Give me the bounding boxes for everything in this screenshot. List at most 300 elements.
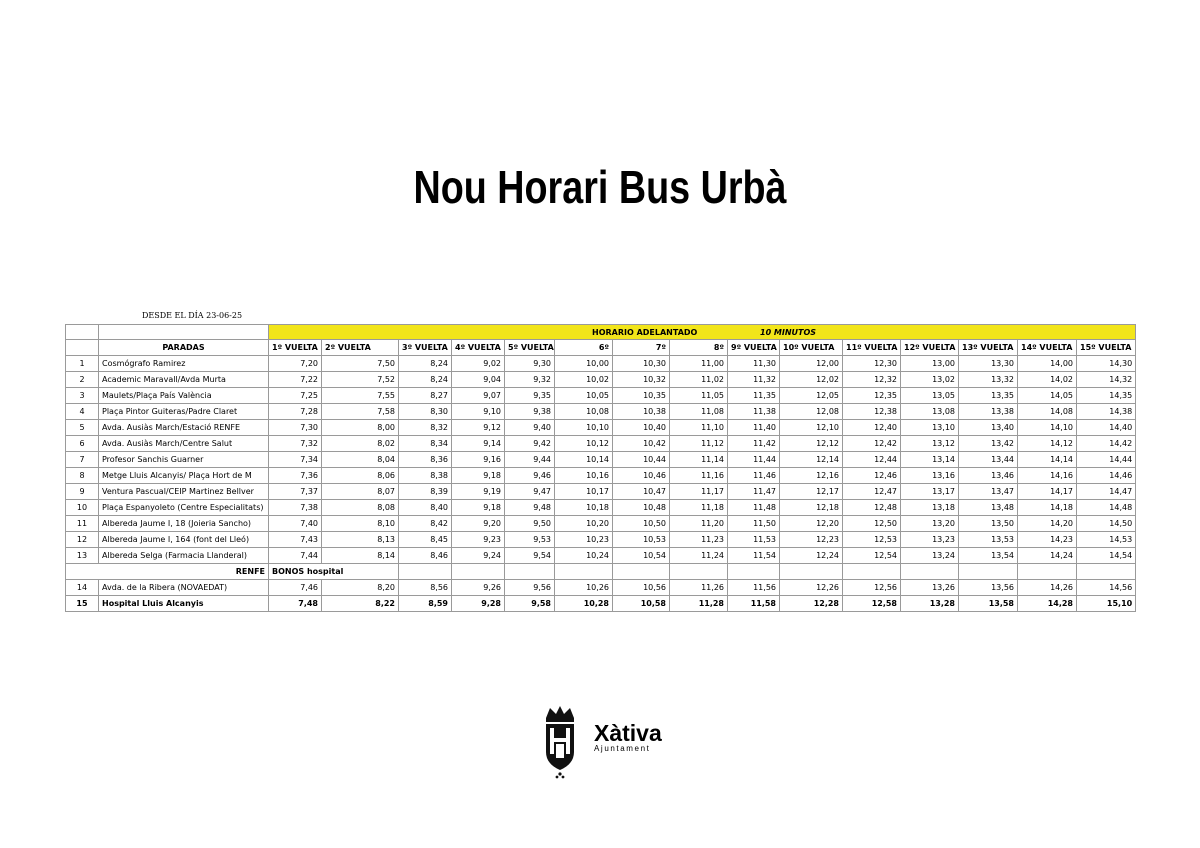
departure-time: 8,07 — [322, 484, 399, 500]
departure-time: 10,47 — [613, 484, 670, 500]
departure-time: 12,26 — [780, 580, 843, 596]
departure-time: 12,46 — [843, 468, 901, 484]
departure-time: 15,10 — [1077, 596, 1136, 612]
departure-time: 12,12 — [780, 436, 843, 452]
departure-time: 10,58 — [613, 596, 670, 612]
departure-time: 10,38 — [613, 404, 670, 420]
departure-time: 10,56 — [613, 580, 670, 596]
departure-time: 10,08 — [555, 404, 613, 420]
departure-time: 10,35 — [613, 388, 670, 404]
departure-time: 14,54 — [1077, 548, 1136, 564]
stop-number: 14 — [66, 580, 99, 596]
departure-time: 9,02 — [452, 356, 505, 372]
departure-time: 7,50 — [322, 356, 399, 372]
stop-name: Profesor Sanchis Guarner — [99, 452, 269, 468]
band-empty-num — [66, 325, 99, 340]
departure-time: 12,47 — [843, 484, 901, 500]
departure-time: 8,40 — [399, 500, 452, 516]
departure-time: 14,32 — [1077, 372, 1136, 388]
departure-time: 7,25 — [269, 388, 322, 404]
departure-time: 9,26 — [452, 580, 505, 596]
departure-time: 12,44 — [843, 452, 901, 468]
departure-time: 9,56 — [505, 580, 555, 596]
departure-time: 12,48 — [843, 500, 901, 516]
departure-time: 7,34 — [269, 452, 322, 468]
departure-time: 12,50 — [843, 516, 901, 532]
departure-time: 12,24 — [780, 548, 843, 564]
stop-number: 1 — [66, 356, 99, 372]
departure-time: 8,56 — [399, 580, 452, 596]
departure-time: 12,10 — [780, 420, 843, 436]
empty-cell — [843, 564, 901, 580]
stop-number: 5 — [66, 420, 99, 436]
departure-time: 14,42 — [1077, 436, 1136, 452]
departure-time: 9,23 — [452, 532, 505, 548]
stop-name: Avda. Ausiàs March/Centre Salut — [99, 436, 269, 452]
departure-time: 10,18 — [555, 500, 613, 516]
table-row — [66, 452, 1136, 468]
departure-time: 14,53 — [1077, 532, 1136, 548]
departure-time: 13,46 — [959, 468, 1018, 484]
departure-time: 10,20 — [555, 516, 613, 532]
departure-time: 11,18 — [670, 500, 728, 516]
stop-number: 3 — [66, 388, 99, 404]
departure-time: 9,53 — [505, 532, 555, 548]
empty-cell — [1018, 564, 1077, 580]
stop-name: Albereda Selga (Farmacia Llanderal) — [99, 548, 269, 564]
departure-time: 8,39 — [399, 484, 452, 500]
departure-time: 13,35 — [959, 388, 1018, 404]
departure-time: 10,12 — [555, 436, 613, 452]
departure-time: 13,50 — [959, 516, 1018, 532]
departure-time: 9,16 — [452, 452, 505, 468]
departure-time: 11,30 — [728, 356, 780, 372]
departure-time: 10,30 — [613, 356, 670, 372]
departure-time: 10,23 — [555, 532, 613, 548]
departure-time: 11,16 — [670, 468, 728, 484]
departure-time: 14,02 — [1018, 372, 1077, 388]
departure-time: 11,56 — [728, 580, 780, 596]
empty-cell — [555, 564, 613, 580]
departure-time: 11,02 — [670, 372, 728, 388]
stop-name: Academic Maravall/Avda Murta — [99, 372, 269, 388]
departure-time: 14,40 — [1077, 420, 1136, 436]
departure-time: 8,20 — [322, 580, 399, 596]
table-row — [66, 436, 1136, 452]
departure-time: 10,24 — [555, 548, 613, 564]
band-empty-stop — [99, 325, 269, 340]
departure-time: 10,44 — [613, 452, 670, 468]
departure-time: 9,46 — [505, 468, 555, 484]
departure-time: 11,35 — [728, 388, 780, 404]
departure-time: 14,20 — [1018, 516, 1077, 532]
stop-number: 6 — [66, 436, 99, 452]
departure-time: 7,40 — [269, 516, 322, 532]
departure-time: 12,32 — [843, 372, 901, 388]
renfe-row — [66, 564, 1136, 580]
header-trip-1: 1º VUELTA — [269, 340, 322, 356]
departure-time: 9,38 — [505, 404, 555, 420]
departure-time: 12,38 — [843, 404, 901, 420]
departure-time: 11,00 — [670, 356, 728, 372]
stop-name: Plaça Pintor Guiteras/Padre Claret — [99, 404, 269, 420]
departure-time: 12,40 — [843, 420, 901, 436]
departure-time: 14,24 — [1018, 548, 1077, 564]
departure-time: 7,20 — [269, 356, 322, 372]
departure-time: 9,50 — [505, 516, 555, 532]
departure-time: 10,48 — [613, 500, 670, 516]
stop-number: 13 — [66, 548, 99, 564]
departure-time: 8,13 — [322, 532, 399, 548]
departure-time: 14,08 — [1018, 404, 1077, 420]
departure-time: 12,28 — [780, 596, 843, 612]
departure-time: 14,28 — [1018, 596, 1077, 612]
stop-name: Cosmógrafo Ramirez — [99, 356, 269, 372]
header-trip-11: 11º VUELTA — [843, 340, 901, 356]
departure-time: 9,10 — [452, 404, 505, 420]
table-row — [66, 468, 1136, 484]
departure-time: 10,42 — [613, 436, 670, 452]
stop-number: 2 — [66, 372, 99, 388]
header-trip-15: 15º VUELTA — [1077, 340, 1136, 356]
stop-number: 10 — [66, 500, 99, 516]
departure-time: 12,58 — [843, 596, 901, 612]
header-trip-6: 6º — [555, 340, 613, 356]
departure-time: 10,00 — [555, 356, 613, 372]
stop-number: 15 — [66, 596, 99, 612]
departure-time: 12,42 — [843, 436, 901, 452]
departure-time: 12,08 — [780, 404, 843, 420]
departure-time: 12,23 — [780, 532, 843, 548]
departure-time: 14,48 — [1077, 500, 1136, 516]
departure-time: 8,04 — [322, 452, 399, 468]
header-trip-12: 12º VUELTA — [901, 340, 959, 356]
table-row — [66, 596, 1136, 612]
departure-time: 7,32 — [269, 436, 322, 452]
departure-time: 8,30 — [399, 404, 452, 420]
departure-time: 11,12 — [670, 436, 728, 452]
departure-time: 13,54 — [959, 548, 1018, 564]
empty-cell — [399, 564, 452, 580]
header-trip-3: 3º VUELTA — [399, 340, 452, 356]
stop-name: Plaça Espanyoleto (Centre Especialitats) — [99, 500, 269, 516]
departure-time: 14,18 — [1018, 500, 1077, 516]
departure-time: 11,20 — [670, 516, 728, 532]
stop-number: 8 — [66, 468, 99, 484]
departure-time: 13,08 — [901, 404, 959, 420]
departure-time: 11,38 — [728, 404, 780, 420]
departure-time: 8,27 — [399, 388, 452, 404]
departure-time: 13,53 — [959, 532, 1018, 548]
table-row — [66, 356, 1136, 372]
departure-time: 9,58 — [505, 596, 555, 612]
departure-time: 9,48 — [505, 500, 555, 516]
departure-time: 10,53 — [613, 532, 670, 548]
departure-time: 12,05 — [780, 388, 843, 404]
departure-time: 7,44 — [269, 548, 322, 564]
empty-cell — [728, 564, 780, 580]
departure-time: 14,05 — [1018, 388, 1077, 404]
empty-cell — [670, 564, 728, 580]
band-minutes: 10 MINUTOS — [760, 328, 817, 337]
departure-time: 14,30 — [1077, 356, 1136, 372]
departure-time: 14,12 — [1018, 436, 1077, 452]
departure-time: 13,10 — [901, 420, 959, 436]
departure-time: 10,14 — [555, 452, 613, 468]
departure-time: 12,35 — [843, 388, 901, 404]
departure-time: 14,50 — [1077, 516, 1136, 532]
schedule-table — [65, 324, 1136, 612]
departure-time: 8,36 — [399, 452, 452, 468]
renfe-note: BONOS hospital — [269, 564, 399, 580]
departure-time: 14,00 — [1018, 356, 1077, 372]
stop-name: Avda. de la Ribera (NOVAEDAT) — [99, 580, 269, 596]
departure-time: 13,26 — [901, 580, 959, 596]
departure-time: 11,53 — [728, 532, 780, 548]
stop-number: 4 — [66, 404, 99, 420]
departure-time: 13,47 — [959, 484, 1018, 500]
departure-time: 14,14 — [1018, 452, 1077, 468]
departure-time: 14,44 — [1077, 452, 1136, 468]
departure-time: 13,42 — [959, 436, 1018, 452]
empty-cell — [959, 564, 1018, 580]
departure-time: 7,43 — [269, 532, 322, 548]
departure-time: 12,16 — [780, 468, 843, 484]
departure-time: 13,12 — [901, 436, 959, 452]
table-row — [66, 388, 1136, 404]
departure-time: 7,28 — [269, 404, 322, 420]
header-trip-14: 14º VUELTA — [1018, 340, 1077, 356]
departure-time: 13,23 — [901, 532, 959, 548]
departure-time: 14,46 — [1077, 468, 1136, 484]
departure-time: 9,54 — [505, 548, 555, 564]
header-trip-9: 9º VUELTA — [728, 340, 780, 356]
departure-time: 11,44 — [728, 452, 780, 468]
departure-time: 14,23 — [1018, 532, 1077, 548]
departure-time: 11,23 — [670, 532, 728, 548]
departure-time: 10,16 — [555, 468, 613, 484]
departure-time: 9,20 — [452, 516, 505, 532]
departure-time: 11,05 — [670, 388, 728, 404]
renfe-stop-label: RENFE — [66, 564, 269, 580]
departure-time: 12,30 — [843, 356, 901, 372]
departure-time: 7,22 — [269, 372, 322, 388]
effective-date: DESDE EL DÍA 23-06-25 — [142, 311, 243, 320]
departure-time: 13,16 — [901, 468, 959, 484]
empty-cell — [452, 564, 505, 580]
stop-number: 7 — [66, 452, 99, 468]
departure-time: 10,54 — [613, 548, 670, 564]
departure-time: 9,07 — [452, 388, 505, 404]
departure-time: 13,24 — [901, 548, 959, 564]
departure-time: 13,32 — [959, 372, 1018, 388]
departure-time: 8,00 — [322, 420, 399, 436]
page-title: Nou Horari Bus Urbà — [413, 161, 787, 213]
departure-time: 14,35 — [1077, 388, 1136, 404]
departure-time: 13,14 — [901, 452, 959, 468]
departure-time: 8,14 — [322, 548, 399, 564]
departure-time: 12,02 — [780, 372, 843, 388]
departure-time: 9,30 — [505, 356, 555, 372]
departure-time: 11,50 — [728, 516, 780, 532]
departure-time: 12,20 — [780, 516, 843, 532]
departure-time: 9,18 — [452, 468, 505, 484]
departure-time: 12,00 — [780, 356, 843, 372]
departure-time: 10,28 — [555, 596, 613, 612]
departure-time: 11,28 — [670, 596, 728, 612]
departure-time: 9,04 — [452, 372, 505, 388]
departure-time: 9,47 — [505, 484, 555, 500]
departure-time: 13,40 — [959, 420, 1018, 436]
departure-time: 11,46 — [728, 468, 780, 484]
stop-number: 12 — [66, 532, 99, 548]
empty-cell — [1077, 564, 1136, 580]
departure-time: 7,37 — [269, 484, 322, 500]
departure-time: 7,36 — [269, 468, 322, 484]
departure-time: 9,12 — [452, 420, 505, 436]
departure-time: 7,52 — [322, 372, 399, 388]
departure-time: 9,24 — [452, 548, 505, 564]
departure-time: 13,20 — [901, 516, 959, 532]
stop-name: Metge Lluis Alcanyis/ Plaça Hort de M — [99, 468, 269, 484]
stop-name: Albereda Jaume I, 18 (Joieria Sancho) — [99, 516, 269, 532]
stop-name: Hospital Lluis Alcanyis — [99, 596, 269, 612]
departure-time: 12,54 — [843, 548, 901, 564]
departure-time: 11,24 — [670, 548, 728, 564]
table-row — [66, 484, 1136, 500]
departure-time: 11,17 — [670, 484, 728, 500]
departure-time: 10,02 — [555, 372, 613, 388]
header-trip-2: 2º VUELTA — [322, 340, 399, 356]
stop-number: 9 — [66, 484, 99, 500]
departure-time: 11,58 — [728, 596, 780, 612]
stop-name: Ventura Pascual/CEIP Martinez Bellver — [99, 484, 269, 500]
departure-time: 10,40 — [613, 420, 670, 436]
departure-time: 12,17 — [780, 484, 843, 500]
table-row — [66, 548, 1136, 564]
table-row — [66, 404, 1136, 420]
departure-time: 8,59 — [399, 596, 452, 612]
header-trip-8: 8º — [670, 340, 728, 356]
table-row — [66, 372, 1136, 388]
departure-time: 11,47 — [728, 484, 780, 500]
empty-cell — [505, 564, 555, 580]
departure-time: 7,58 — [322, 404, 399, 420]
departure-time: 10,50 — [613, 516, 670, 532]
departure-time: 11,08 — [670, 404, 728, 420]
departure-time: 8,42 — [399, 516, 452, 532]
departure-time: 9,35 — [505, 388, 555, 404]
departure-time: 13,56 — [959, 580, 1018, 596]
departure-time: 12,56 — [843, 580, 901, 596]
departure-time: 14,26 — [1018, 580, 1077, 596]
departure-time: 13,48 — [959, 500, 1018, 516]
stop-name: Maulets/Plaça País València — [99, 388, 269, 404]
departure-time: 9,40 — [505, 420, 555, 436]
departure-time: 8,24 — [399, 356, 452, 372]
header-trip-13: 13º VUELTA — [959, 340, 1018, 356]
departure-time: 10,17 — [555, 484, 613, 500]
departure-time: 10,26 — [555, 580, 613, 596]
departure-time: 11,26 — [670, 580, 728, 596]
departure-time: 12,18 — [780, 500, 843, 516]
departure-time: 13,02 — [901, 372, 959, 388]
departure-time: 9,19 — [452, 484, 505, 500]
departure-time: 11,14 — [670, 452, 728, 468]
departure-time: 10,10 — [555, 420, 613, 436]
departure-time: 13,00 — [901, 356, 959, 372]
header-trip-7: 7º — [613, 340, 670, 356]
departure-time: 8,08 — [322, 500, 399, 516]
departure-time: 13,30 — [959, 356, 1018, 372]
departure-time: 8,22 — [322, 596, 399, 612]
departure-time: 14,10 — [1018, 420, 1077, 436]
departure-time: 9,32 — [505, 372, 555, 388]
departure-time: 7,48 — [269, 596, 322, 612]
empty-cell — [780, 564, 843, 580]
departure-time: 8,45 — [399, 532, 452, 548]
departure-time: 14,17 — [1018, 484, 1077, 500]
table-row — [66, 580, 1136, 596]
header-stops: PARADAS — [99, 340, 269, 356]
departure-time: 7,38 — [269, 500, 322, 516]
stop-name: Albereda Jaume I, 164 (font del Lleó) — [99, 532, 269, 548]
departure-time: 8,46 — [399, 548, 452, 564]
departure-time: 13,05 — [901, 388, 959, 404]
departure-time: 14,56 — [1077, 580, 1136, 596]
departure-time: 9,18 — [452, 500, 505, 516]
departure-time: 10,46 — [613, 468, 670, 484]
table-row — [66, 420, 1136, 436]
departure-time: 11,54 — [728, 548, 780, 564]
table-row — [66, 532, 1136, 548]
departure-time: 8,06 — [322, 468, 399, 484]
departure-time: 7,55 — [322, 388, 399, 404]
departure-time: 14,16 — [1018, 468, 1077, 484]
band-label: HORARIO ADELANTADO — [592, 328, 698, 337]
departure-time: 11,48 — [728, 500, 780, 516]
logo-name: Xàtiva — [594, 720, 662, 746]
departure-time: 12,53 — [843, 532, 901, 548]
departure-time: 9,44 — [505, 452, 555, 468]
departure-time: 9,42 — [505, 436, 555, 452]
header-trip-4: 4º VUELTA — [452, 340, 505, 356]
logo-subtitle: Ajuntament — [594, 744, 651, 753]
empty-cell — [613, 564, 670, 580]
departure-time: 8,32 — [399, 420, 452, 436]
stop-number: 11 — [66, 516, 99, 532]
timing-band — [269, 325, 1136, 340]
header-empty — [66, 340, 99, 356]
departure-time: 14,38 — [1077, 404, 1136, 420]
header-trip-10: 10º VUELTA — [780, 340, 843, 356]
departure-time: 8,02 — [322, 436, 399, 452]
stop-name: Avda. Ausiàs March/Estació RENFE — [99, 420, 269, 436]
departure-time: 9,28 — [452, 596, 505, 612]
departure-time: 13,28 — [901, 596, 959, 612]
departure-time: 11,40 — [728, 420, 780, 436]
departure-time: 10,32 — [613, 372, 670, 388]
header-trip-5: 5º VUELTA — [505, 340, 555, 356]
departure-time: 10,05 — [555, 388, 613, 404]
departure-time: 13,17 — [901, 484, 959, 500]
departure-time: 14,47 — [1077, 484, 1136, 500]
empty-cell — [901, 564, 959, 580]
departure-time: 8,10 — [322, 516, 399, 532]
departure-time: 9,14 — [452, 436, 505, 452]
departure-time: 13,38 — [959, 404, 1018, 420]
departure-time: 13,58 — [959, 596, 1018, 612]
